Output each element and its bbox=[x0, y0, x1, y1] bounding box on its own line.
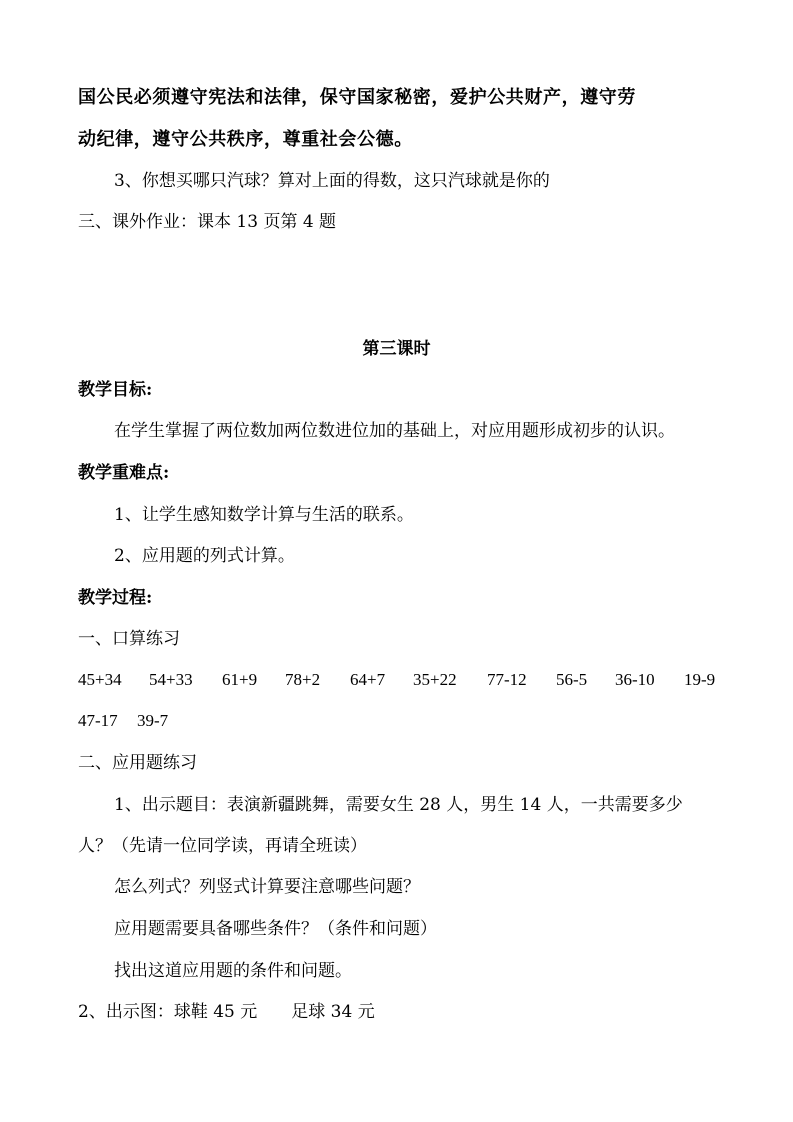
problem-1-question-3: 找出这道应用题的条件和问题。 bbox=[114, 961, 352, 981]
problem-1-question-2: 应用题需要具备哪些条件？（条件和问题） bbox=[114, 919, 437, 939]
calc-item: 35+22 bbox=[413, 670, 457, 689]
homework-line: 三、课外作业：课本 13 页第 4 题 bbox=[78, 212, 337, 232]
calc-item: 56-5 bbox=[556, 670, 588, 689]
calc-item: 78+2 bbox=[285, 670, 321, 689]
intro-item-3: 3、你想买哪只汽球？算对上面的得数，这只汽球就是你的 bbox=[114, 171, 550, 191]
process-heading: 教学过程: bbox=[78, 588, 153, 608]
key-points-heading: 教学重难点: bbox=[78, 463, 170, 483]
calc-item: 39-7 bbox=[137, 711, 169, 730]
problem-2: 2、出示图：球鞋 45 元 足球 34 元 bbox=[78, 1002, 375, 1022]
problem-1-line-1: 1、出示题目：表演新疆跳舞，需要女生 28 人，男生 14 人，一共需要多少 bbox=[114, 795, 683, 815]
intro-line-2: 动纪律，遵守公共秩序，尊重社会公德。 bbox=[78, 129, 413, 150]
calc-item: 47-17 bbox=[78, 711, 118, 730]
calc-item: 36-10 bbox=[615, 670, 655, 689]
problem-1-question-1: 怎么列式？列竖式计算要注意哪些问题？ bbox=[114, 877, 420, 897]
goal-heading: 教学目标: bbox=[78, 380, 153, 400]
intro-line-1: 国公民必须遵守宪法和法律，保守国家秘密，爱护公共财产，遵守劳 bbox=[78, 87, 636, 108]
lesson-title: 第三课时 bbox=[362, 339, 431, 359]
key-point-1: 1、让学生感知数学计算与生活的联系。 bbox=[114, 505, 414, 525]
calc-item: 64+7 bbox=[350, 670, 386, 689]
key-point-2: 2、应用题的列式计算。 bbox=[114, 546, 295, 566]
calc-item: 45+34 bbox=[78, 670, 122, 689]
calc-item: 77-12 bbox=[487, 670, 527, 689]
section-word-problems: 二、应用题练习 bbox=[78, 753, 197, 773]
goal-text: 在学生掌握了两位数加两位数进位加的基础上，对应用题形成初步的认识。 bbox=[114, 421, 675, 441]
problem-1-line-2: 人？（先请一位同学读，再请全班读） bbox=[78, 836, 367, 856]
calc-item: 61+9 bbox=[222, 670, 258, 689]
calc-item: 19-9 bbox=[684, 670, 716, 689]
calc-item: 54+33 bbox=[149, 670, 193, 689]
section-oral-calc: 一、口算练习 bbox=[78, 629, 180, 649]
